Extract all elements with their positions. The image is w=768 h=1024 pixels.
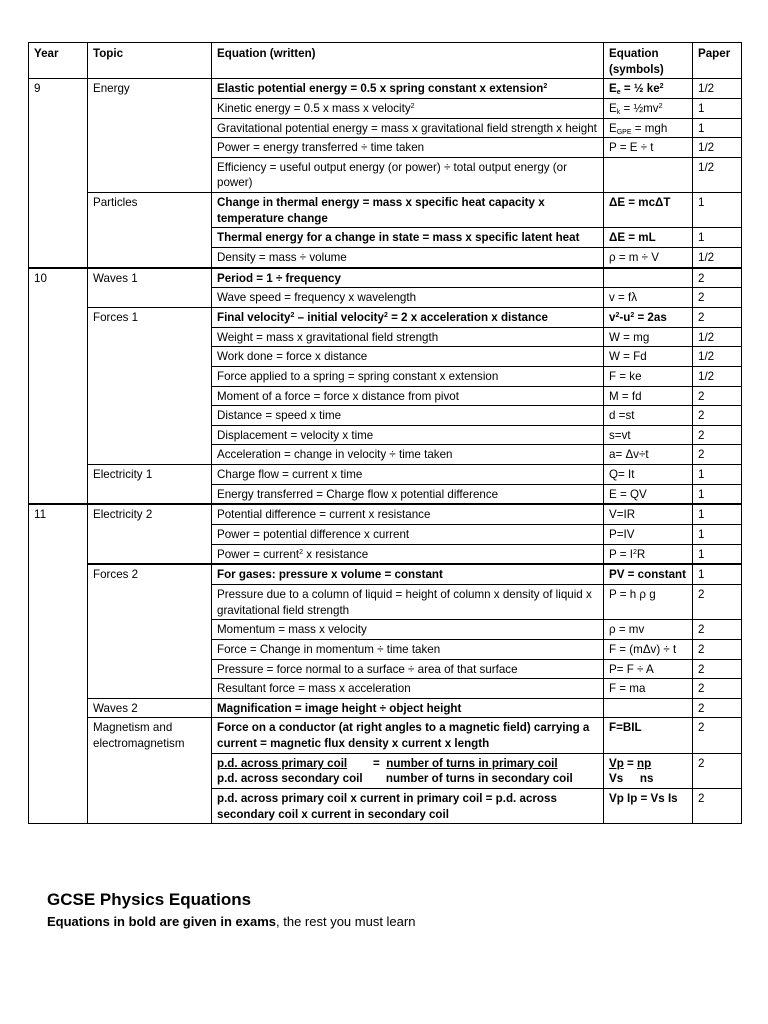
equation-written: Change in thermal energy = mass x specific heat capacity x temperature change bbox=[212, 193, 604, 228]
topic-cell: Forces 1 bbox=[88, 307, 212, 464]
topic-cell: Energy bbox=[88, 79, 212, 193]
equation-symbols: F = (mΔv) ÷ t bbox=[604, 639, 693, 659]
paper-cell: 1/2 bbox=[693, 157, 742, 192]
equation-written: Period = 1 ÷ frequency bbox=[212, 268, 604, 288]
equation-written: Efficiency = useful output energy (or power) ÷ total output energy (or power) bbox=[212, 157, 604, 192]
paper-cell: 1 bbox=[693, 193, 742, 228]
equation-symbols: d =st bbox=[604, 406, 693, 426]
paper-cell: 1 bbox=[693, 228, 742, 248]
equation-written: Charge flow = current x time bbox=[212, 465, 604, 485]
equation-written: Energy transferred = Charge flow x potential difference bbox=[212, 484, 604, 504]
equation-symbols: Vp Ip = Vs Is bbox=[604, 788, 693, 823]
equation-symbols: Vp = np Vs ns bbox=[604, 753, 693, 788]
equation-written: Moment of a force = force x distance from pivot bbox=[212, 386, 604, 406]
paper-cell: 1 bbox=[693, 465, 742, 485]
equation-written: Power = potential difference x current bbox=[212, 525, 604, 545]
equation-symbols: v = fλ bbox=[604, 288, 693, 308]
equation-written: Kinetic energy = 0.5 x mass x velocity$^2$ bbox=[212, 98, 604, 118]
paper-cell: 1/2 bbox=[693, 366, 742, 386]
paper-cell: 2 bbox=[693, 718, 742, 753]
paper-cell: 1 bbox=[693, 118, 742, 138]
topic-cell: Electricity 2 bbox=[88, 504, 212, 564]
equation-symbols: $P = I^2R$ bbox=[604, 544, 693, 564]
equation-symbols: F=BIL bbox=[604, 718, 693, 753]
paper-cell: 2 bbox=[693, 679, 742, 699]
paper-cell: 2 bbox=[693, 268, 742, 288]
equation-symbols: P = E ÷ t bbox=[604, 138, 693, 158]
equation-symbols: V=IR bbox=[604, 504, 693, 524]
equation-symbols: ρ = mv bbox=[604, 620, 693, 640]
paper-cell: 2 bbox=[693, 788, 742, 823]
equations-sheet bbox=[28, 42, 741, 824]
equation-written: Force on a conductor (at right angles to a magnetic field) carrying a current = magnetic flux density x current x length bbox=[212, 718, 604, 753]
paper-cell: 1/2 bbox=[693, 138, 742, 158]
equation-symbols: a= Δv÷t bbox=[604, 445, 693, 465]
header-topic: Topic bbox=[88, 43, 212, 79]
paper-cell: 2 bbox=[693, 639, 742, 659]
paper-cell: 2 bbox=[693, 753, 742, 788]
equation-written: Distance = speed x time bbox=[212, 406, 604, 426]
paper-cell: 2 bbox=[693, 406, 742, 426]
equation-written: Work done = force x distance bbox=[212, 347, 604, 367]
paper-cell: 2 bbox=[693, 620, 742, 640]
topic-cell: Waves 1 bbox=[88, 268, 212, 308]
equation-written: Force applied to a spring = spring constant x extension bbox=[212, 366, 604, 386]
equation-symbols: s=vt bbox=[604, 425, 693, 445]
equation-written: Gravitational potential energy = mass x gravitational field strength x height bbox=[212, 118, 604, 138]
header-row bbox=[29, 43, 742, 79]
equation-symbols: ΔE = mcΔT bbox=[604, 193, 693, 228]
topic-cell: Magnetism and electromagnetism bbox=[88, 718, 212, 824]
paper-cell: 1/2 bbox=[693, 248, 742, 268]
equation-written: Displacement = velocity x time bbox=[212, 425, 604, 445]
equation-symbols bbox=[604, 698, 693, 718]
paper-cell: 1 bbox=[693, 504, 742, 524]
equation-symbols bbox=[604, 157, 693, 192]
equation-symbols: ΔE = mL bbox=[604, 228, 693, 248]
paper-cell: 1/2 bbox=[693, 347, 742, 367]
equation-symbols: ρ = m ÷ V bbox=[604, 248, 693, 268]
table-row bbox=[29, 193, 742, 228]
equation-symbols: $E_k$ = $\frac{1}{2}mv^2$ bbox=[604, 98, 693, 118]
paper-cell: 1 bbox=[693, 564, 742, 584]
paper-cell: 2 bbox=[693, 445, 742, 465]
paper-cell: 1 bbox=[693, 544, 742, 564]
topic-cell: Electricity 1 bbox=[88, 465, 212, 505]
equation-symbols: E = QV bbox=[604, 484, 693, 504]
paper-cell: 2 bbox=[693, 425, 742, 445]
equation-written: Force = Change in momentum ÷ time taken bbox=[212, 639, 604, 659]
topic-cell: Forces 2 bbox=[88, 564, 212, 698]
equation-written: Final velocity$^2$ – initial velocity$^2$ = 2 x acceleration x distance bbox=[212, 307, 604, 327]
equation-written: Pressure due to a column of liquid = height of column x density of liquid x gravitational field strength bbox=[212, 584, 604, 619]
equation-symbols: PV = constant bbox=[604, 564, 693, 584]
paper-cell: 2 bbox=[693, 659, 742, 679]
equation-written: Momentum = mass x velocity bbox=[212, 620, 604, 640]
paper-cell: 1 bbox=[693, 525, 742, 545]
table-row bbox=[29, 504, 742, 524]
equation-written: Pressure = force normal to a surface ÷ area of that surface bbox=[212, 659, 604, 679]
paper-cell: 2 bbox=[693, 386, 742, 406]
paper-cell: 1/2 bbox=[693, 327, 742, 347]
equation-written: Resultant force = mass x acceleration bbox=[212, 679, 604, 699]
equation-written: Power = energy transferred ÷ time taken bbox=[212, 138, 604, 158]
equations-table bbox=[28, 42, 742, 824]
header-symbols: Equation (symbols) bbox=[604, 43, 693, 79]
equation-written: Wave speed = frequency x wavelength bbox=[212, 288, 604, 308]
table-row bbox=[29, 79, 742, 99]
paper-cell: 2 bbox=[693, 288, 742, 308]
equation-written: Power = current$^2$ x resistance bbox=[212, 544, 604, 564]
table-row bbox=[29, 698, 742, 718]
equation-symbols: P = h ρ g bbox=[604, 584, 693, 619]
header-written: Equation (written) bbox=[212, 43, 604, 79]
equation-symbols: W = mg bbox=[604, 327, 693, 347]
table-row bbox=[29, 268, 742, 288]
header-year: Year bbox=[29, 43, 88, 79]
equation-written: p.d. across primary coil = number of turns in primary coil p.d. across secondary coil number of turns in secondary coil bbox=[212, 753, 604, 788]
equation-written: Elastic potential energy = 0.5 x spring constant x extension$^2$ bbox=[212, 79, 604, 99]
equation-symbols: M = fd bbox=[604, 386, 693, 406]
equation-written: Thermal energy for a change in state = mass x specific latent heat bbox=[212, 228, 604, 248]
footnote: Equations in bold are given in exams, the rest you must learn bbox=[47, 914, 416, 929]
paper-cell: 1/2 bbox=[693, 79, 742, 99]
paper-cell: 2 bbox=[693, 307, 742, 327]
equation-symbols bbox=[604, 268, 693, 288]
equation-symbols: W = Fd bbox=[604, 347, 693, 367]
equation-symbols: Q= It bbox=[604, 465, 693, 485]
table-row bbox=[29, 307, 742, 327]
topic-cell: Particles bbox=[88, 193, 212, 268]
equation-written: Weight = mass x gravitational field strength bbox=[212, 327, 604, 347]
equation-symbols: F = ke bbox=[604, 366, 693, 386]
equation-written: Potential difference = current x resistance bbox=[212, 504, 604, 524]
equation-symbols: P=IV bbox=[604, 525, 693, 545]
equation-symbols: $v^2-u^2 = 2as$ bbox=[604, 307, 693, 327]
table-row bbox=[29, 718, 742, 753]
table-row bbox=[29, 465, 742, 485]
equation-written: Acceleration = change in velocity ÷ time taken bbox=[212, 445, 604, 465]
year-cell: 9 bbox=[29, 79, 88, 268]
paper-cell: 1 bbox=[693, 484, 742, 504]
year-cell: 10 bbox=[29, 268, 88, 505]
table-row bbox=[29, 564, 742, 584]
paper-cell: 2 bbox=[693, 698, 742, 718]
header-paper: Paper bbox=[693, 43, 742, 79]
equation-symbols: $E_e$ = ½ $ke^2$ bbox=[604, 79, 693, 99]
equation-written: p.d. across primary coil x current in primary coil = p.d. across secondary coil x current in secondary coil bbox=[212, 788, 604, 823]
equation-written: For gases: pressure x volume = constant bbox=[212, 564, 604, 584]
equation-written: Density = mass ÷ volume bbox=[212, 248, 604, 268]
paper-cell: 1 bbox=[693, 98, 742, 118]
paper-cell: 2 bbox=[693, 584, 742, 619]
topic-cell: Waves 2 bbox=[88, 698, 212, 718]
page-title: GCSE Physics Equations bbox=[47, 890, 252, 909]
equation-symbols: F = ma bbox=[604, 679, 693, 699]
equation-written: Magnification = image height ÷ object height bbox=[212, 698, 604, 718]
year-cell: 11 bbox=[29, 504, 88, 823]
equation-symbols: $E_{GPE}$ = mgh bbox=[604, 118, 693, 138]
equation-symbols: P= F ÷ A bbox=[604, 659, 693, 679]
